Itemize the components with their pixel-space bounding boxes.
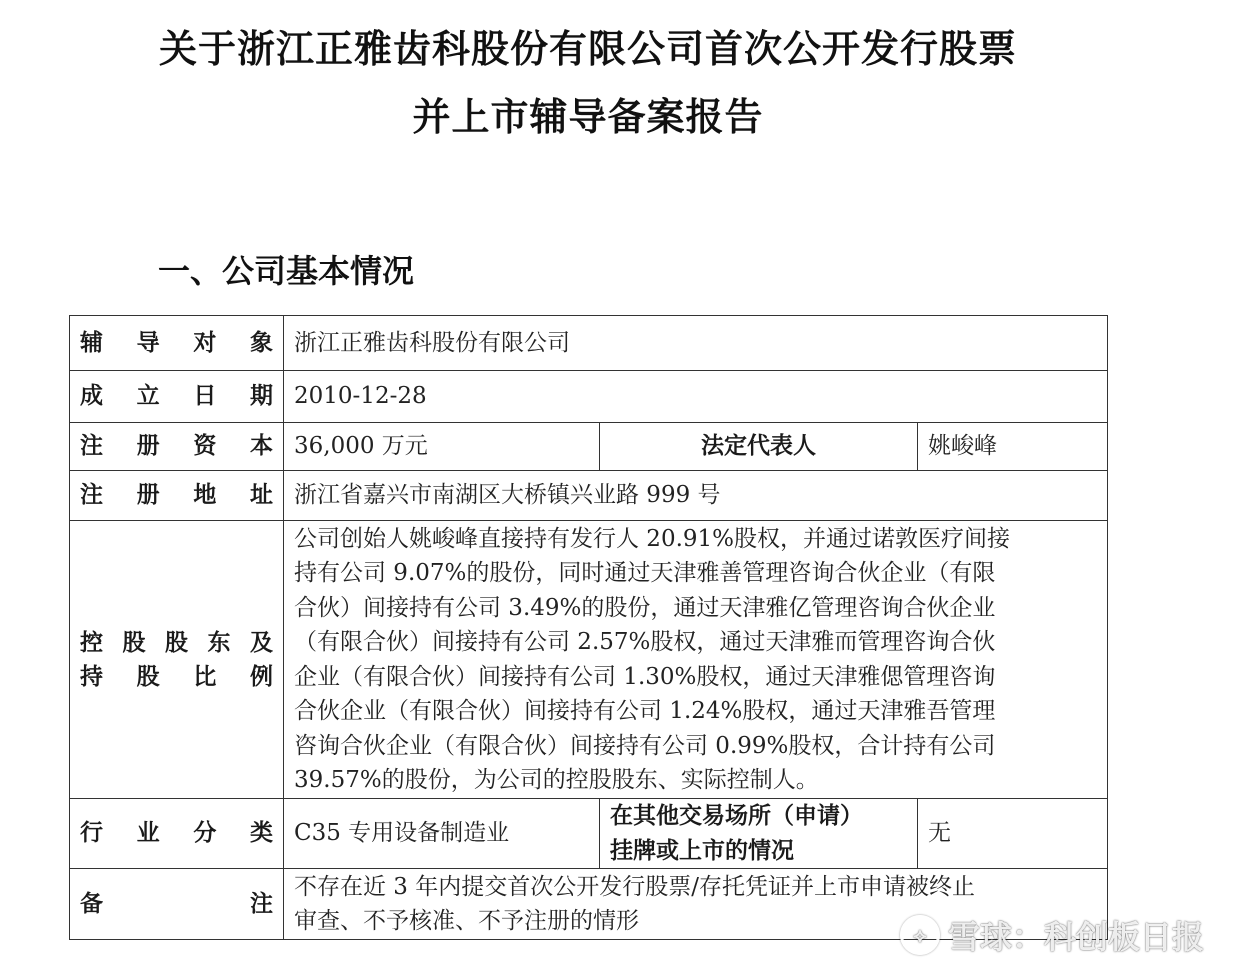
label-char: 注 (80, 433, 103, 460)
text-line: 合伙企业（有限合伙）间接持有公司 1.24%股权，通过天津雅吾管理 (294, 698, 996, 724)
table-row-establish-date (70, 371, 1108, 423)
label-char: 注 (80, 482, 103, 509)
value-other-listing: 无 (918, 799, 1108, 869)
value-legal-representative: 姚峻峰 (918, 423, 1108, 471)
label-char: 期 (249, 383, 273, 410)
text-line: 合伙）间接持有公司 3.49%的股份，通过天津雅亿管理咨询合伙企业 (294, 594, 996, 621)
label-char: 日 (193, 383, 217, 410)
label-char: 地 (193, 482, 217, 509)
text-line: 企业（有限合伙）间接持有公司 1.30%股权，通过天津雅偲管理咨询 (294, 663, 996, 690)
label-char: 股 (165, 629, 188, 656)
label-counseled-entity (70, 316, 284, 371)
label-other-listing (600, 799, 918, 869)
value-registered-capital: 36,000 万元 (284, 423, 600, 471)
watermark-text: 雪球：科创板日报 (947, 918, 1204, 956)
label-char: 立 (136, 383, 160, 410)
text-line: 咨询合伙企业（有限合伙）间接持有公司 0.99%股权，合计持有公司 (294, 732, 996, 759)
label-registered-address (70, 471, 284, 521)
table-row-controlling-shareholder (70, 521, 1108, 799)
label-char: 例 (249, 663, 273, 690)
label-char: 备 (80, 890, 103, 917)
label-controlling-shareholder (70, 521, 284, 799)
label-char: 辅 (80, 329, 103, 356)
text-line: 公司创始人姚峻峰直接持有发行人 20.91%股权，并通过诺敦医疗间接 (294, 525, 1011, 552)
text-line: 持有公司 9.07%的股份，同时通过天津雅善管理咨询合伙企业（有限 (294, 560, 996, 586)
text-line: 在其他交易场所（申请） (610, 803, 863, 829)
label-char: 东 (207, 629, 231, 656)
label-establish-date (70, 371, 284, 423)
label-char: 行 (80, 820, 103, 847)
label-industry (70, 799, 284, 869)
text-line: 39.57%的股份，为公司的控股股东、实际控制人。 (294, 767, 819, 793)
document-title-line1: 关于浙江正雅齿科股份有限公司首次公开发行股票 (158, 27, 1017, 71)
table-row-registered-capital (70, 423, 1108, 471)
table-row-registered-address (70, 471, 1108, 521)
label-char: 本 (249, 433, 273, 460)
label-char: 股 (136, 663, 160, 690)
label-char: 对 (193, 329, 217, 356)
table-row-industry (70, 799, 1108, 869)
text-line: 挂牌或上市的情况 (610, 837, 794, 864)
section-heading: 一、公司基本情况 (158, 252, 415, 290)
value-counseled-entity: 浙江正雅齿科股份有限公司 (284, 316, 1108, 371)
label-char: 注 (250, 890, 273, 917)
value-industry: C35 专用设备制造业 (284, 799, 600, 869)
watermark (900, 912, 1204, 958)
value-controlling-shareholder (284, 521, 1108, 799)
label-legal-representative: 法定代表人 (600, 423, 918, 471)
label-char: 址 (249, 482, 273, 509)
value-registered-address: 浙江省嘉兴市南湖区大桥镇兴业路 999 号 (284, 471, 1108, 521)
text-line: 不存在近 3 年内提交首次公开发行股票/存托凭证并上市申请被终止 (294, 873, 976, 900)
label-char: 册 (136, 482, 160, 509)
label-char: 类 (249, 820, 273, 847)
text-line: （有限合伙）间接持有公司 2.57%股权，通过天津雅而管理咨询合伙 (294, 629, 996, 655)
label-char: 象 (249, 329, 273, 356)
text-line: 审查、不予核准、不予注册的情形 (294, 908, 639, 934)
label-char: 成 (80, 383, 103, 410)
label-char: 股 (122, 629, 146, 656)
label-char: 分 (193, 820, 217, 847)
snowball-logo-icon: ⟡ (900, 915, 940, 955)
document-title-line2: 并上市辅导备案报告 (412, 95, 764, 139)
label-char: 及 (250, 629, 273, 656)
label-char: 控 (80, 629, 103, 656)
label-char: 持 (80, 663, 103, 690)
label-char: 比 (193, 663, 217, 690)
label-char: 册 (136, 433, 160, 460)
label-remarks (70, 869, 284, 940)
table-row-counseled-entity (70, 316, 1108, 371)
label-char: 业 (136, 820, 160, 847)
value-establish-date: 2010-12-28 (284, 371, 1108, 423)
label-char: 资 (193, 433, 217, 460)
company-info-table (69, 315, 1108, 940)
label-char: 导 (136, 329, 160, 356)
label-registered-capital (70, 423, 284, 471)
